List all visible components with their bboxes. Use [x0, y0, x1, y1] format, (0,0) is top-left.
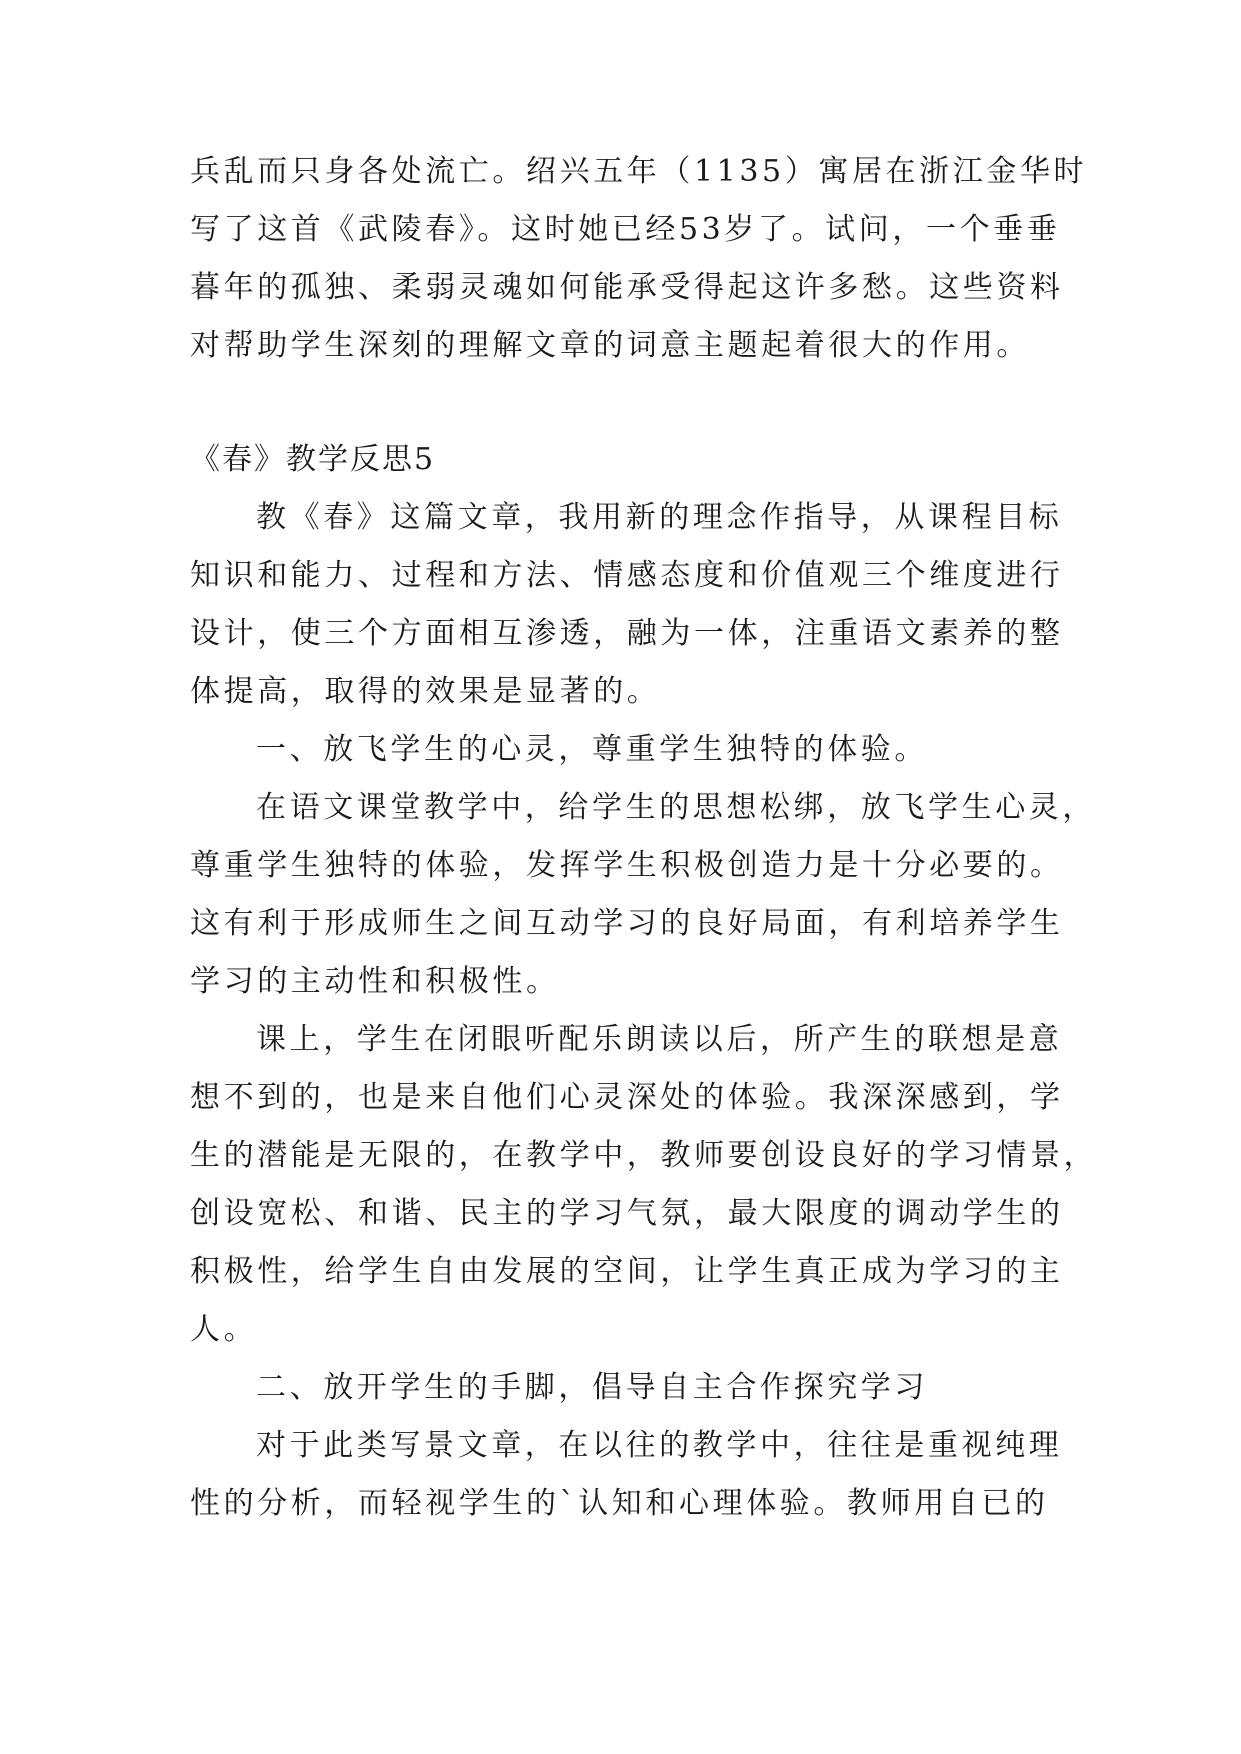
- text-line: 一、放飞学生的心灵，尊重学生独特的体验。: [256, 732, 928, 767]
- text-line: 兵乱而只身各处流亡。绍兴五年（1135）寓居在浙江金华时: [190, 154, 1088, 189]
- text-line: 设计，使三个方面相互渗透，融为一体，注重语文素养的整: [190, 616, 1064, 651]
- text-line: 在语文课堂教学中，给学生的思想松绑，放飞学生心灵，: [256, 790, 1096, 825]
- text-line: 生的潜能是无限的，在教学中，教师要创设良好的学习情景，: [190, 1138, 1098, 1173]
- text-line: 人。: [190, 1312, 258, 1347]
- text-line: 性的分析，而轻视学生的`认知和心理体验。教师用自已的: [190, 1486, 1049, 1521]
- text-line: 二、放开学生的手脚，倡导自主合作探究学习: [256, 1370, 928, 1405]
- text-line: 写了这首《武陵春》。这时她已经53岁了。试问，一个垂垂: [190, 212, 1061, 247]
- text-line: 知识和能力、过程和方法、情感态度和价值观三个维度进行: [190, 558, 1064, 593]
- text-line: 学习的主动性和积极性。: [190, 964, 560, 999]
- text-line: 对帮助学生深刻的理解文章的词意主题起着很大的作用。: [190, 328, 1030, 363]
- text-line: 课上，学生在闭眼听配乐朗读以后，所产生的联想是意: [256, 1022, 1063, 1057]
- text-line: 积极性，给学生自由发展的空间，让学生真正成为学习的主: [190, 1254, 1064, 1289]
- text-line: 对于此类写景文章，在以往的教学中，往往是重视纯理: [256, 1428, 1063, 1463]
- section-heading: 《春》教学反思5: [190, 442, 436, 477]
- text-line: 体提高，取得的效果是显著的。: [190, 674, 661, 709]
- text-line: 创设宽松、和谐、民主的学习气氛，最大限度的调动学生的: [190, 1196, 1064, 1231]
- text-line: 教《春》这篇文章，我用新的理念作指导，从课程目标: [256, 500, 1063, 535]
- text-line: 尊重学生独特的体验，发挥学生积极创造力是十分必要的。: [190, 848, 1064, 883]
- text-line: 这有利于形成师生之间互动学习的良好局面，有利培养学生: [190, 906, 1064, 941]
- text-line: 暮年的孤独、柔弱灵魂如何能承受得起这许多愁。这些资料: [190, 270, 1064, 305]
- text-line: 想不到的，也是来自他们心灵深处的体验。我深深感到，学: [190, 1080, 1064, 1115]
